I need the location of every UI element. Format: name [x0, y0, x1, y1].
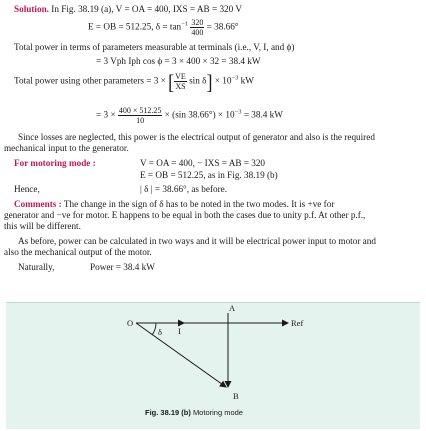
label-a: A	[229, 303, 236, 313]
comments-line2: generator and −ve for motor. E happens to be equal in both the cases due to unity p.f. At other p.f.,	[4, 210, 366, 220]
equation-middle: × (sin 38.66°) × 10	[164, 109, 235, 120]
label-delta: δ	[158, 327, 163, 337]
fraction-denominator: 400	[191, 28, 204, 37]
unit: kW	[240, 75, 254, 86]
naturally-power: Power = 38.4 kW	[90, 262, 155, 272]
sine-delta: sin δ	[189, 75, 207, 86]
paragraph-as-before-line2: also the mechanical output of the motor.	[4, 247, 152, 257]
exponent: −3	[231, 74, 239, 82]
total-power-equation: = 3 Vph Iph cos ϕ = 3 × 400 × 32 = 38.4 kW	[96, 56, 261, 66]
fraction-ve-xs	[174, 72, 187, 91]
fraction-denominator: XS	[175, 82, 186, 91]
equation-e-delta	[88, 18, 238, 37]
phasor-diagram	[6, 303, 420, 409]
fraction-denominator: 10	[136, 116, 145, 125]
equation-prefix: = 3 ×	[96, 109, 116, 120]
motoring-line2: E = OB = 512.25, as in Fig. 38.19 (b)	[140, 170, 278, 180]
motoring-label-text: For motoring mode :	[14, 158, 96, 168]
fraction-numerator: 400 × 512.25	[118, 106, 162, 115]
total-power-terminals-text: Total power in terms of parameters measurable at terminals (i.e., V, I, and ϕ)	[14, 42, 295, 52]
equation-result: = 38.66°	[206, 21, 239, 32]
solution-text: In Fig. 38.19 (a), V = OA = 400, IXS = AB = 320 V	[51, 4, 242, 14]
motoring-line1: V = OA = 400, − IXS = AB = 320	[140, 158, 266, 168]
phasor-e-line	[136, 323, 226, 387]
power-calculation-equation	[96, 106, 283, 125]
motoring-mode-label	[14, 158, 96, 169]
hence-text: | δ | = 38.66°, as before.	[140, 184, 228, 194]
label-b: B	[233, 391, 239, 401]
fraction-numerator: VE	[175, 72, 186, 81]
naturally-label: Naturally,	[18, 262, 55, 272]
solution-label: Solution.	[14, 4, 49, 14]
inverse-superscript: −1	[181, 20, 189, 28]
multiplier: × 10	[214, 75, 232, 86]
figure-caption	[145, 408, 243, 417]
comments-label: Comments :	[14, 199, 62, 209]
other-parameters-label: Total power using other parameters = 3 ×	[14, 75, 166, 86]
paragraph-as-before-line1: As before, power can be calculated in two ways and it will be electrical power input to motor and	[18, 236, 376, 246]
solution-line	[14, 4, 242, 15]
fraction-400-512	[118, 106, 163, 125]
comments-line3: this will be different.	[4, 221, 81, 231]
label-i: I	[178, 326, 181, 336]
comments-text: The change in the sign of δ has to be noted in the two modes. It is +ve for	[63, 199, 335, 209]
equation-result: = 38.4 kW	[243, 109, 283, 120]
caption-text: Motoring mode	[192, 408, 243, 417]
equation-lhs: E = OB = 512.25, δ = tan	[88, 21, 182, 32]
label-ref: Ref	[291, 318, 304, 328]
other-parameters-equation	[14, 69, 254, 94]
bracket-close: ]	[206, 69, 213, 94]
fraction-numerator: 320	[191, 18, 204, 27]
paragraph-losses-line1: Since losses are neglected, this power is the electrical output of generator and also is the required	[18, 132, 375, 142]
comments-line1	[14, 199, 334, 210]
hence-label: Hence,	[14, 184, 40, 194]
paragraph-losses-line2: mechanical input to the generator.	[4, 143, 129, 153]
caption-figure-number: Fig. 38.19 (b)	[145, 408, 191, 417]
exponent: −3	[234, 108, 242, 116]
label-o: O	[127, 318, 134, 328]
fraction-320-400	[190, 18, 204, 37]
delta-angle-arc	[152, 323, 156, 335]
bracket-open: [	[168, 69, 175, 94]
